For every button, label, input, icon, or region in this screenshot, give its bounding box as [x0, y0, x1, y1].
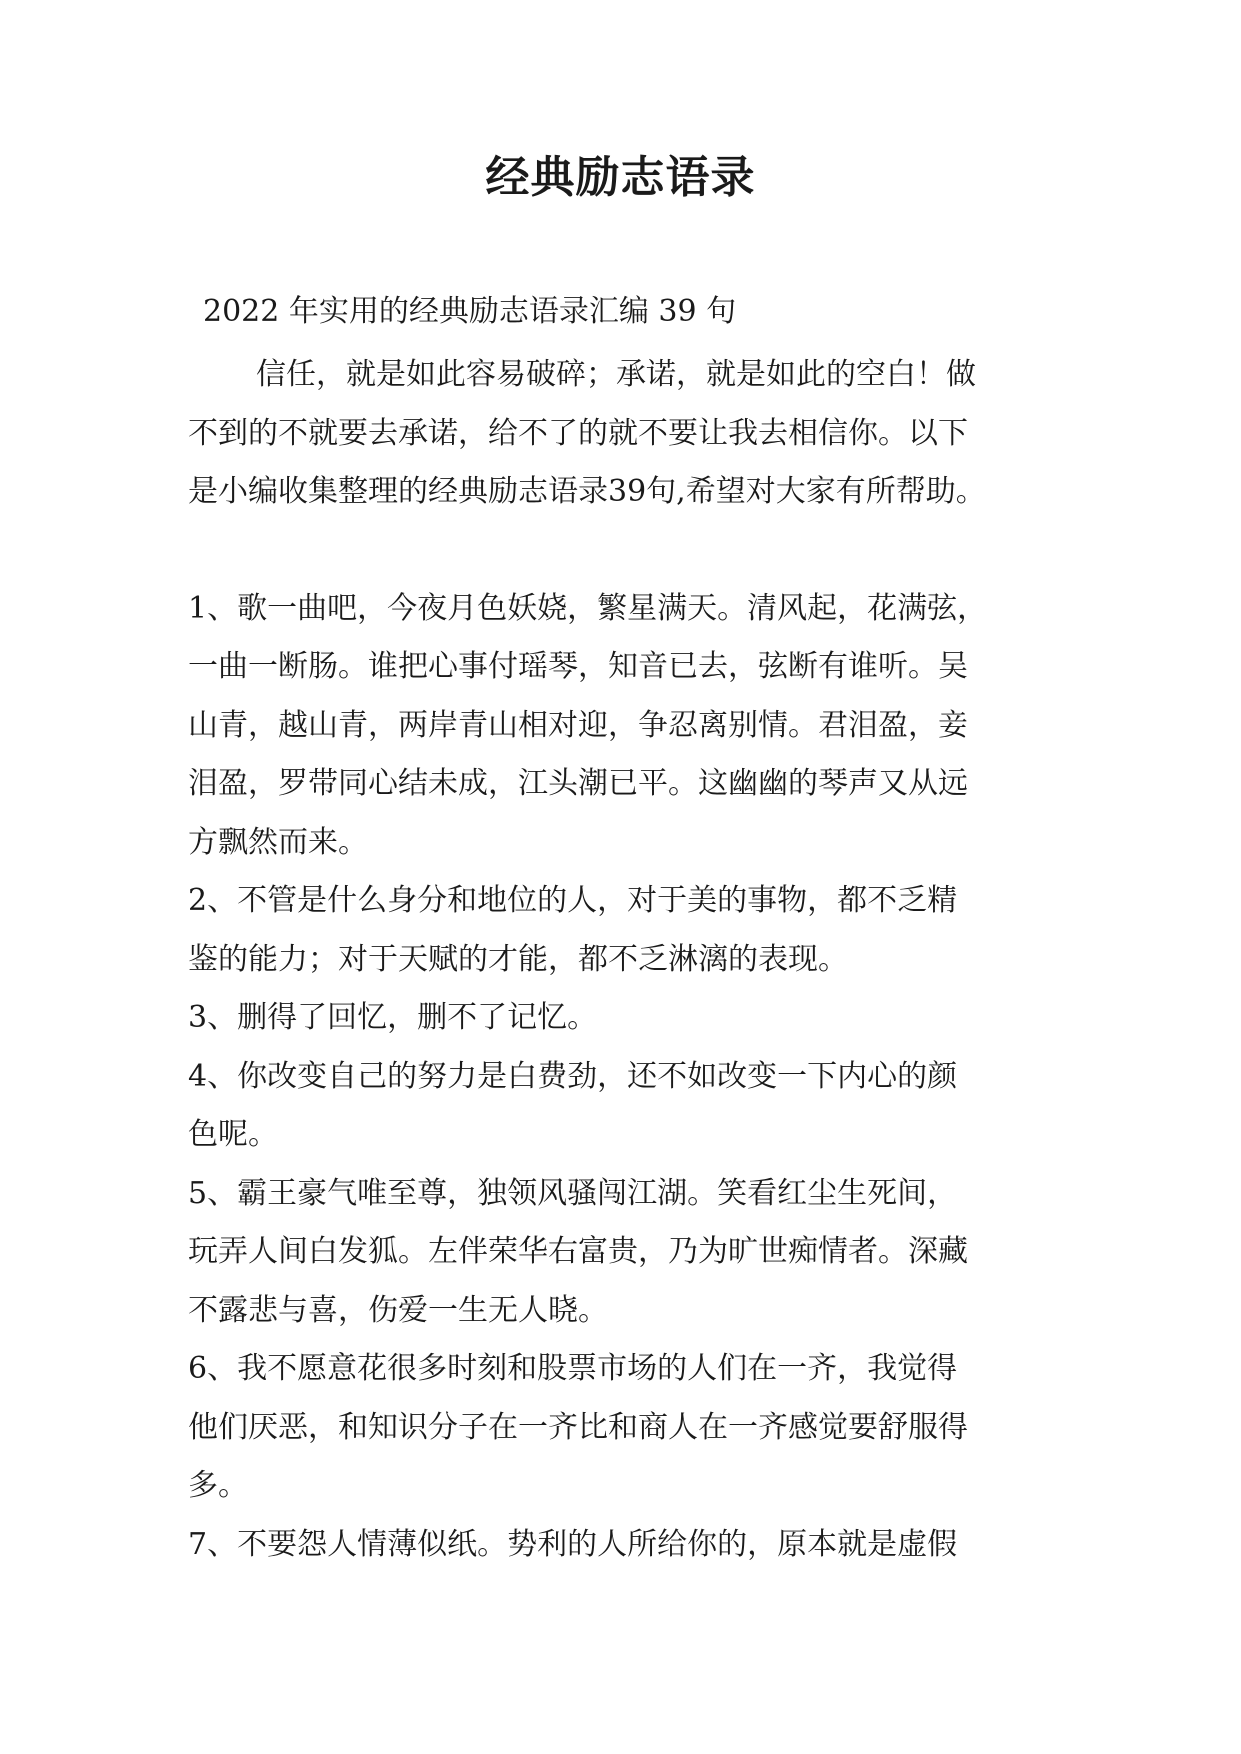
intro-line: 信任，就是如此容易破碎；承诺，就是如此的空白！做	[256, 357, 976, 392]
quote-item-7	[188, 1516, 1058, 1575]
quote-line: 不露悲与喜，伤爱一生无人晓。	[188, 1292, 608, 1328]
quote-line: 5、霸王豪气唯至尊，独领风骚闯江湖。笑看红尘生死间，	[188, 1175, 958, 1211]
quote-line: 3、删得了回忆，删不了记忆。	[188, 1000, 598, 1035]
quote-line: 4、你改变自己的努力是白费劲，还不如改变一下内心的颜	[188, 1058, 958, 1094]
document-body	[188, 346, 1058, 1574]
intro-paragraph	[188, 346, 1058, 522]
quote-line: 2、不管是什么身分和地位的人，对于美的事物，都不乏精	[188, 883, 958, 918]
quote-item-6	[188, 1340, 1058, 1516]
quote-item-2	[188, 872, 1058, 989]
quote-line: 一曲一断肠。谁把心事付瑶琴，知音已去，弦断有谁听。吴	[188, 649, 968, 684]
intro-line: 不到的不就要去承诺，给不了的就不要让我去相信你。以下	[188, 415, 968, 451]
quote-line: 方飘然而来。	[188, 824, 368, 860]
intro-line: 是小编收集整理的经典励志语录39句,希望对大家有所帮助。	[188, 474, 986, 509]
document-subtitle: 2022 年实用的经典励志语录汇编 39 句	[203, 294, 737, 329]
quote-item-3	[188, 989, 1058, 1048]
document-title: 经典励志语录	[485, 152, 756, 203]
quote-line: 多。	[188, 1468, 248, 1503]
quote-line: 他们厌恶，和知识分子在一齐比和商人在一齐感觉要舒服得	[188, 1409, 968, 1445]
quote-line: 玩弄人间白发狐。左伴荣华右富贵，乃为旷世痴情者。深藏	[188, 1234, 968, 1269]
paragraph-spacer	[188, 522, 1058, 580]
quote-line: 鉴的能力；对于天赋的才能，都不乏淋漓的表现。	[188, 941, 848, 977]
quote-line: 7、不要怨人情薄似纸。势利的人所给你的，原本就是虚假	[188, 1526, 958, 1562]
quote-line: 泪盈，罗带同心结未成，江头潮已平。这幽幽的琴声又从远	[188, 766, 968, 801]
quote-item-5	[188, 1165, 1058, 1341]
quote-line: 1、歌一曲吧，今夜月色妖娆，繁星满天。清风起，花满弦，	[188, 590, 988, 626]
quote-line: 6、我不愿意花很多时刻和股票市场的人们在一齐，我觉得	[188, 1351, 958, 1386]
quote-line: 色呢。	[188, 1117, 278, 1152]
quote-item-4	[188, 1048, 1058, 1165]
quote-line: 山青，越山青，两岸青山相对迎，争忍离别情。君泪盈，妾	[188, 707, 968, 743]
quote-item-1	[188, 580, 1058, 873]
